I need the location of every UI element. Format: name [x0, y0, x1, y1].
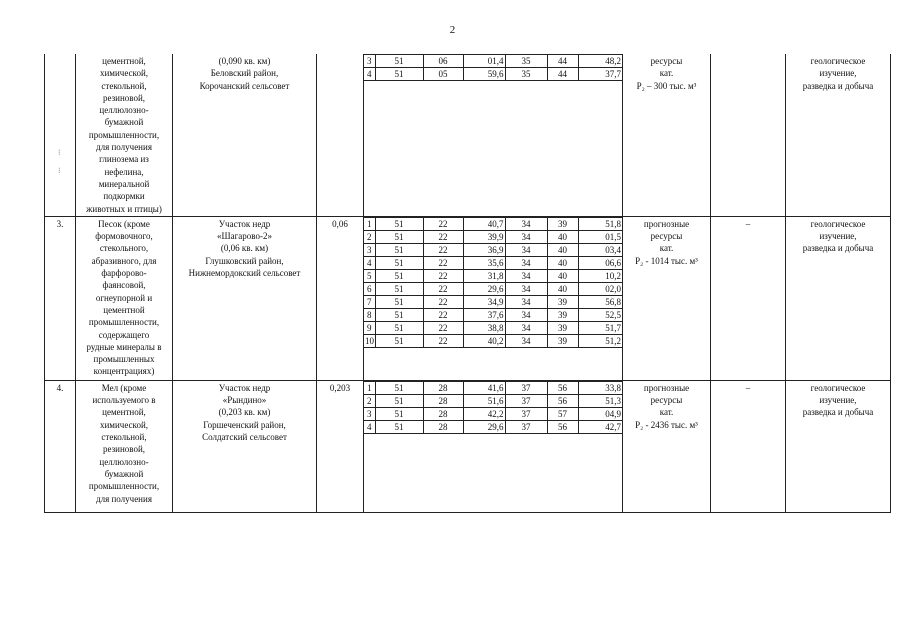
coordinate-value: 57 — [547, 407, 578, 420]
license-purpose-line: изучение, — [819, 68, 857, 79]
coordinate-value: 04,9 — [578, 407, 622, 420]
table-row — [45, 380, 891, 512]
coordinate-value: 44 — [547, 68, 578, 81]
coordinate-value: 22 — [423, 308, 463, 321]
coordinate-value: 31,8 — [463, 269, 505, 282]
dash-cell: – — [711, 380, 786, 512]
coordinate-row — [364, 230, 622, 243]
coordinate-value: 40,2 — [463, 334, 505, 347]
mineral-type-line: глинозема из — [99, 154, 149, 165]
coordinate-row — [364, 407, 622, 420]
scan-mark: ⁝ — [58, 166, 61, 175]
resources-estimate — [623, 380, 711, 512]
coordinate-value: 38,8 — [463, 321, 505, 334]
mineral-type-line: нефелина, — [104, 166, 144, 177]
coordinate-row — [364, 269, 622, 282]
mineral-type-line: бумажной — [104, 117, 144, 128]
coordinate-value: 34 — [505, 217, 547, 230]
coordinate-value: 03,4 — [578, 243, 622, 256]
mineral-type-line: целлюлозно- — [99, 456, 149, 467]
coordinate-value: 51 — [375, 308, 423, 321]
coordinate-value: 34 — [505, 308, 547, 321]
site-description-line: Беловский район, — [210, 68, 279, 79]
mineral-type-line: формовочного, — [95, 231, 153, 242]
site-description-line: Корочанский сельсовет — [199, 80, 290, 91]
license-purpose-line: изучение, — [819, 395, 857, 406]
coordinate-value: 51 — [375, 394, 423, 407]
coordinates-cell — [364, 216, 623, 380]
coordinate-value: 22 — [423, 282, 463, 295]
coordinate-value: 34 — [505, 295, 547, 308]
mineral-type-line: для получения — [96, 493, 152, 504]
point-number: 8 — [364, 308, 375, 321]
point-number: 3 — [364, 55, 375, 68]
point-number: 1 — [364, 217, 375, 230]
coordinate-value: 29,6 — [463, 282, 505, 295]
license-purpose — [786, 380, 891, 512]
coordinate-value: 40 — [547, 269, 578, 282]
coordinate-value: 34 — [505, 282, 547, 295]
resources-estimate-line: кат. — [659, 407, 674, 418]
coordinate-value: 37 — [505, 381, 547, 394]
coordinate-value: 40,7 — [463, 217, 505, 230]
site-description-line: Нижнемордокский сельсовет — [188, 268, 301, 279]
coordinate-row — [364, 243, 622, 256]
coordinate-value: 51 — [375, 269, 423, 282]
mineral-type — [76, 216, 173, 380]
coordinates-table — [364, 54, 622, 81]
coordinate-value: 51 — [375, 230, 423, 243]
mineral-type-line: подкормки — [103, 191, 145, 202]
site-area — [317, 54, 364, 216]
license-purpose-line: разведка и добыча — [802, 80, 874, 91]
point-number: 4 — [364, 68, 375, 81]
mineral-type-line: для получения — [96, 142, 152, 153]
resources-estimate-line: прогнозные — [643, 218, 690, 229]
resources-estimate-line: P₂ - 2436 тыс. м³ — [635, 419, 698, 430]
coordinate-value: 51 — [375, 334, 423, 347]
coordinate-row — [364, 256, 622, 269]
coordinate-value: 51 — [375, 282, 423, 295]
coordinate-value: 51 — [375, 321, 423, 334]
table-row — [45, 54, 891, 216]
coordinate-row — [364, 308, 622, 321]
coordinates-table — [364, 381, 622, 434]
coordinate-value: 51 — [375, 295, 423, 308]
coordinate-value: 39 — [547, 295, 578, 308]
mineral-type-line: химической, — [99, 68, 149, 79]
coordinate-value: 39,9 — [463, 230, 505, 243]
dash-cell — [711, 54, 786, 216]
coordinate-value: 39 — [547, 334, 578, 347]
license-purpose-line: геологическое — [810, 56, 866, 66]
coordinate-value: 51 — [375, 243, 423, 256]
mineral-type-line: концентрациях) — [93, 366, 155, 377]
coordinate-value: 29,6 — [463, 420, 505, 433]
point-number: 2 — [364, 230, 375, 243]
mineral-type-line: целлюлозно- — [99, 105, 149, 116]
mineral-type-line: химической, — [99, 419, 149, 430]
point-number: 1 — [364, 381, 375, 394]
coordinate-value: 39 — [547, 308, 578, 321]
coordinate-value: 35 — [505, 68, 547, 81]
point-number: 6 — [364, 282, 375, 295]
point-number: 5 — [364, 269, 375, 282]
site-description-line: Горшеченский район, — [203, 419, 286, 430]
mineral-type-line: промышленности, — [88, 317, 160, 328]
site-description-line: Глушковский район, — [205, 255, 284, 266]
coordinate-value: 51 — [375, 55, 423, 68]
coordinate-value: 40 — [547, 282, 578, 295]
coordinate-value: 35 — [505, 55, 547, 68]
license-purpose-line: разведка и добыча — [802, 243, 874, 254]
site-area: 0,203 — [317, 380, 364, 512]
mineral-type-line: Песок (кроме — [98, 218, 150, 229]
mineral-type-line: используемого в — [92, 395, 156, 406]
row-number — [45, 54, 76, 216]
row-number: 4. — [45, 380, 76, 512]
resources-estimate-line: ресурсы — [650, 56, 683, 66]
coordinate-row — [364, 334, 622, 347]
coordinate-row — [364, 394, 622, 407]
coordinate-value: 22 — [423, 230, 463, 243]
mineral-type-line: животных и птицы) — [86, 203, 162, 214]
resources-estimate-line: ресурсы — [650, 395, 683, 406]
coordinate-value: 28 — [423, 407, 463, 420]
mineral-type-line: цементной, — [102, 407, 146, 418]
coordinate-value: 22 — [423, 243, 463, 256]
coordinate-value: 51,8 — [578, 217, 622, 230]
mineral-sites-table — [44, 54, 891, 513]
site-description-line: Участок недр — [218, 218, 271, 229]
site-description-line: «Рындино» — [222, 395, 267, 406]
coordinate-value: 05 — [423, 68, 463, 81]
point-number: 9 — [364, 321, 375, 334]
row-number: 3. — [45, 216, 76, 380]
resources-estimate-line: кат. — [659, 243, 674, 254]
coordinate-value: 22 — [423, 217, 463, 230]
resources-estimate-line: P₂ - 1014 тыс. м³ — [635, 255, 698, 266]
mineral-type-line: абразивного, для — [91, 255, 157, 266]
point-number: 4 — [364, 420, 375, 433]
coordinate-value: 37,6 — [463, 308, 505, 321]
mineral-type-line: стекольного, — [99, 243, 149, 254]
coordinate-value: 51,2 — [578, 334, 622, 347]
coordinate-row — [364, 68, 622, 81]
coordinate-value: 51,7 — [578, 321, 622, 334]
mineral-type-line: содержащего — [98, 329, 150, 340]
coordinate-value: 33,8 — [578, 381, 622, 394]
table-row — [45, 216, 891, 380]
mineral-type-line: промышленных — [93, 354, 155, 365]
point-number: 3 — [364, 407, 375, 420]
coordinate-value: 10,2 — [578, 269, 622, 282]
coordinate-value: 51,6 — [463, 394, 505, 407]
mineral-type — [76, 380, 173, 512]
mineral-type-line: огнеупорной и — [95, 292, 153, 303]
coordinate-value: 41,6 — [463, 381, 505, 394]
license-purpose-line: геологическое — [810, 382, 866, 393]
coordinate-value: 28 — [423, 420, 463, 433]
coordinate-value: 34 — [505, 230, 547, 243]
coordinate-value: 48,2 — [578, 55, 622, 68]
site-description — [173, 380, 317, 512]
point-number: 2 — [364, 394, 375, 407]
coordinate-value: 52,5 — [578, 308, 622, 321]
coordinate-value: 51 — [375, 407, 423, 420]
mineral-type-line: рудные минералы в — [86, 341, 162, 352]
coordinate-value: 37,7 — [578, 68, 622, 81]
coordinate-row — [364, 420, 622, 433]
coordinate-row — [364, 217, 622, 230]
coordinate-value: 22 — [423, 269, 463, 282]
coordinate-row — [364, 381, 622, 394]
coordinate-row — [364, 295, 622, 308]
coordinate-value: 06,6 — [578, 256, 622, 269]
coordinate-value: 34 — [505, 334, 547, 347]
mineral-type-line: стекольной, — [101, 432, 147, 443]
dash-cell: – — [711, 216, 786, 380]
mineral-type-line: бумажной — [104, 468, 144, 479]
resources-estimate — [623, 54, 711, 216]
coordinate-value: 42,7 — [578, 420, 622, 433]
resources-estimate-line: прогнозные — [643, 382, 690, 393]
license-purpose-line: разведка и добыча — [802, 407, 874, 418]
point-number: 4 — [364, 256, 375, 269]
site-description-line: (0,203 кв. км) — [218, 407, 271, 418]
coordinate-value: 37 — [505, 407, 547, 420]
coordinates-table — [364, 217, 622, 348]
coordinate-value: 40 — [547, 256, 578, 269]
coordinate-value: 51,3 — [578, 394, 622, 407]
coordinate-value: 56 — [547, 381, 578, 394]
resources-estimate-line: P₂ – 300 тыс. м³ — [636, 80, 697, 91]
mineral-type-line: фарфорово- — [101, 268, 147, 279]
coordinate-row — [364, 282, 622, 295]
coordinate-row — [364, 321, 622, 334]
coordinates-cell — [364, 380, 623, 512]
coordinate-value: 34 — [505, 269, 547, 282]
license-purpose — [786, 54, 891, 216]
coordinate-value: 39 — [547, 217, 578, 230]
coordinate-value: 51 — [375, 420, 423, 433]
coordinate-row — [364, 55, 622, 68]
coordinate-value: 22 — [423, 256, 463, 269]
mineral-type-line: Мел (кроме — [101, 382, 147, 393]
site-description — [173, 54, 317, 216]
coordinate-value: 37 — [505, 394, 547, 407]
coordinate-value: 02,0 — [578, 282, 622, 295]
license-purpose-line: изучение, — [819, 231, 857, 242]
coordinate-value: 39 — [547, 321, 578, 334]
point-number: 10 — [365, 335, 374, 346]
coordinate-value: 01,4 — [463, 55, 505, 68]
coordinate-value: 34 — [505, 256, 547, 269]
coordinate-value: 34 — [505, 243, 547, 256]
coordinate-value: 56 — [547, 420, 578, 433]
site-description-line: (0,06 кв. км) — [220, 243, 269, 254]
scan-mark: ⁝ — [58, 148, 61, 157]
mineral-type-line: фаянсовой, — [102, 280, 146, 291]
coordinate-value: 34 — [505, 321, 547, 334]
site-description-line: (0,090 кв. км) — [218, 56, 271, 66]
mineral-type-line: цементной — [103, 304, 145, 315]
coordinate-value: 51 — [375, 68, 423, 81]
license-purpose — [786, 216, 891, 380]
coordinate-value: 35,6 — [463, 256, 505, 269]
resources-estimate-line: кат. — [659, 68, 674, 79]
coordinate-value: 28 — [423, 381, 463, 394]
mineral-type-line: цементной, — [102, 56, 146, 66]
coordinate-value: 06 — [423, 55, 463, 68]
coordinate-value: 51 — [375, 256, 423, 269]
mineral-type-line: промышленности, — [88, 481, 160, 492]
point-number: 3 — [364, 243, 375, 256]
coordinate-value: 22 — [423, 321, 463, 334]
coordinate-value: 28 — [423, 394, 463, 407]
coordinate-value: 40 — [547, 243, 578, 256]
page-number: 2 — [449, 24, 456, 36]
coordinate-value: 42,2 — [463, 407, 505, 420]
license-purpose-line: геологическое — [810, 218, 866, 229]
site-description — [173, 216, 317, 380]
site-description-line: Солдатский сельсовет — [202, 432, 287, 443]
site-description-line: Участок недр — [218, 382, 271, 393]
resources-estimate — [623, 216, 711, 380]
coordinate-value: 56 — [547, 394, 578, 407]
coordinate-value: 56,8 — [578, 295, 622, 308]
site-area: 0,06 — [317, 216, 364, 380]
coordinate-value: 36,9 — [463, 243, 505, 256]
coordinate-value: 37 — [505, 420, 547, 433]
coordinate-value: 34,9 — [463, 295, 505, 308]
coordinate-value: 01,5 — [578, 230, 622, 243]
coordinate-value: 44 — [547, 55, 578, 68]
mineral-type-line: стекольной, — [101, 80, 147, 91]
resources-estimate-line: ресурсы — [650, 231, 683, 242]
mineral-type-line: промышленности, — [88, 129, 160, 140]
coordinate-value: 22 — [423, 295, 463, 308]
mineral-type-line: минеральной — [98, 178, 150, 189]
mineral-type — [76, 54, 173, 216]
coordinates-cell — [364, 54, 623, 216]
site-description-line: «Шагарово-2» — [217, 231, 272, 242]
coordinate-value: 51 — [375, 217, 423, 230]
point-number: 7 — [364, 295, 375, 308]
coordinate-value: 22 — [423, 334, 463, 347]
mineral-type-line: резиновой, — [102, 92, 146, 103]
coordinate-value: 59,6 — [463, 68, 505, 81]
mineral-type-line: резиновой, — [102, 444, 146, 455]
coordinate-value: 51 — [375, 381, 423, 394]
coordinate-value: 40 — [547, 230, 578, 243]
